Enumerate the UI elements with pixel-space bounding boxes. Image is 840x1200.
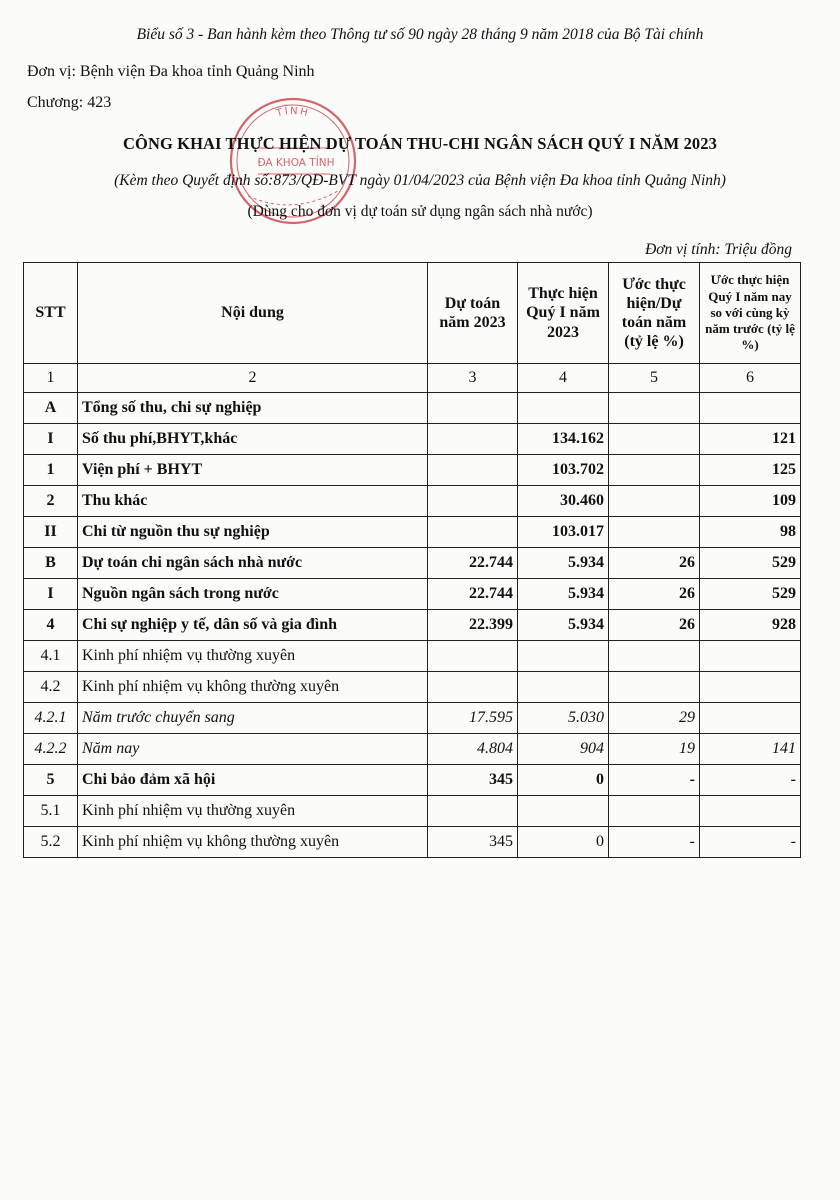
column-index: 3 bbox=[428, 364, 518, 393]
row-content: Tổng số thu, chi sự nghiệp bbox=[78, 393, 428, 424]
svg-text:ĐA KHOA TỈNH: ĐA KHOA TỈNH bbox=[257, 157, 335, 169]
row-ratio-estimate: - bbox=[609, 827, 700, 858]
row-ratio-previous: 98 bbox=[700, 517, 801, 548]
column-index: 4 bbox=[518, 364, 609, 393]
row-content: Năm trước chuyển sang bbox=[78, 703, 428, 734]
row-actual: 0 bbox=[518, 765, 609, 796]
row-ratio-estimate bbox=[609, 486, 700, 517]
row-ratio-estimate: 29 bbox=[609, 703, 700, 734]
table-row bbox=[24, 548, 801, 579]
row-ratio-estimate: 26 bbox=[609, 610, 700, 641]
table-row bbox=[24, 393, 801, 424]
row-estimate: 345 bbox=[428, 827, 518, 858]
organization-unit: Đơn vị: Bệnh viện Đa khoa tỉnh Quảng Ninh bbox=[27, 63, 315, 80]
form-reference-note: Biểu số 3 - Ban hành kèm theo Thông tư số 90 ngày 28 tháng 9 năm 2018 của Bộ Tài chính bbox=[136, 26, 704, 43]
currency-unit-note: Đơn vị tính: Triệu đồng bbox=[645, 241, 792, 258]
row-content: Nguồn ngân sách trong nước bbox=[78, 579, 428, 610]
row-ratio-estimate bbox=[609, 641, 700, 672]
decision-reference: (Kèm theo Quyết định số:873/QĐ-BVT ngày 01/04/2023 của Bệnh viện Đa khoa tỉnh Quảng Ninh) bbox=[114, 172, 726, 189]
row-ratio-estimate bbox=[609, 796, 700, 827]
row-actual: 103.702 bbox=[518, 455, 609, 486]
row-actual: 5.934 bbox=[518, 610, 609, 641]
row-stt: I bbox=[24, 424, 78, 455]
table-header-row bbox=[24, 263, 801, 364]
row-ratio-estimate: 19 bbox=[609, 734, 700, 765]
row-ratio-previous bbox=[700, 641, 801, 672]
row-actual: 904 bbox=[518, 734, 609, 765]
row-estimate bbox=[428, 393, 518, 424]
row-stt: 4.1 bbox=[24, 641, 78, 672]
row-stt: 5 bbox=[24, 765, 78, 796]
table-row bbox=[24, 641, 801, 672]
row-estimate bbox=[428, 796, 518, 827]
row-estimate: 345 bbox=[428, 765, 518, 796]
column-header-content: Nội dung bbox=[78, 263, 428, 364]
row-ratio-previous: 529 bbox=[700, 548, 801, 579]
row-actual bbox=[518, 796, 609, 827]
row-content: Viện phí + BHYT bbox=[78, 455, 428, 486]
row-estimate: 22.399 bbox=[428, 610, 518, 641]
row-ratio-estimate: 26 bbox=[609, 579, 700, 610]
row-stt: 4.2.1 bbox=[24, 703, 78, 734]
row-ratio-previous bbox=[700, 672, 801, 703]
row-content: Thu khác bbox=[78, 486, 428, 517]
budget-chapter: Chương: 423 bbox=[27, 94, 112, 111]
row-actual: 30.460 bbox=[518, 486, 609, 517]
row-content: Chi từ nguồn thu sự nghiệp bbox=[78, 517, 428, 548]
row-actual: 134.162 bbox=[518, 424, 609, 455]
row-content: Kinh phí nhiệm vụ không thường xuyên bbox=[78, 672, 428, 703]
row-stt: 1 bbox=[24, 455, 78, 486]
table-row bbox=[24, 610, 801, 641]
table-row bbox=[24, 455, 801, 486]
table-row bbox=[24, 703, 801, 734]
row-ratio-estimate bbox=[609, 455, 700, 486]
column-index: 1 bbox=[24, 364, 78, 393]
row-stt: 4.2 bbox=[24, 672, 78, 703]
row-stt: 4.2.2 bbox=[24, 734, 78, 765]
table-row bbox=[24, 672, 801, 703]
row-content: Kinh phí nhiệm vụ không thường xuyên bbox=[78, 827, 428, 858]
row-ratio-estimate bbox=[609, 424, 700, 455]
table-row bbox=[24, 517, 801, 548]
row-estimate bbox=[428, 455, 518, 486]
row-actual: 0 bbox=[518, 827, 609, 858]
row-ratio-previous: 109 bbox=[700, 486, 801, 517]
row-actual bbox=[518, 641, 609, 672]
column-index: 2 bbox=[78, 364, 428, 393]
column-index-row bbox=[24, 364, 801, 393]
row-content: Kinh phí nhiệm vụ thường xuyên bbox=[78, 641, 428, 672]
row-ratio-estimate bbox=[609, 672, 700, 703]
row-stt: 5.2 bbox=[24, 827, 78, 858]
row-ratio-previous bbox=[700, 796, 801, 827]
column-header-ratio-previous: Ước thực hiện Quý I năm nay so với cùng kỳ năm trước (tỷ lệ %) bbox=[700, 263, 801, 364]
row-ratio-previous: 529 bbox=[700, 579, 801, 610]
table-row bbox=[24, 486, 801, 517]
table-row bbox=[24, 765, 801, 796]
row-content: Số thu phí,BHYT,khác bbox=[78, 424, 428, 455]
row-estimate: 17.595 bbox=[428, 703, 518, 734]
row-estimate bbox=[428, 672, 518, 703]
row-actual: 5.934 bbox=[518, 579, 609, 610]
row-ratio-previous: 121 bbox=[700, 424, 801, 455]
row-ratio-previous bbox=[700, 393, 801, 424]
row-estimate: 22.744 bbox=[428, 548, 518, 579]
table-row bbox=[24, 424, 801, 455]
document-title: CÔNG KHAI THỰC HIỆN DỰ TOÁN THU-CHI NGÂN SÁCH QUÝ I NĂM 2023 bbox=[123, 134, 717, 153]
row-stt: 2 bbox=[24, 486, 78, 517]
row-content: Năm nay bbox=[78, 734, 428, 765]
row-stt: I bbox=[24, 579, 78, 610]
row-ratio-previous: - bbox=[700, 827, 801, 858]
row-ratio-estimate bbox=[609, 517, 700, 548]
row-content: Chi bảo đảm xã hội bbox=[78, 765, 428, 796]
row-actual bbox=[518, 672, 609, 703]
row-ratio-previous: 125 bbox=[700, 455, 801, 486]
row-stt: A bbox=[24, 393, 78, 424]
column-header-stt: STT bbox=[24, 263, 78, 364]
row-stt: 4 bbox=[24, 610, 78, 641]
column-index: 5 bbox=[609, 364, 700, 393]
row-ratio-estimate bbox=[609, 393, 700, 424]
row-estimate: 4.804 bbox=[428, 734, 518, 765]
row-estimate bbox=[428, 424, 518, 455]
row-stt: II bbox=[24, 517, 78, 548]
row-actual: 5.934 bbox=[518, 548, 609, 579]
row-content: Kinh phí nhiệm vụ thường xuyên bbox=[78, 796, 428, 827]
table-row bbox=[24, 579, 801, 610]
column-header-actual: Thực hiện Quý I năm 2023 bbox=[518, 263, 609, 364]
usage-note: (Dùng cho đơn vị dự toán sử dụng ngân sách nhà nước) bbox=[247, 203, 593, 220]
budget-report-table bbox=[23, 262, 801, 858]
row-content: Chi sự nghiệp y tế, dân số và gia đình bbox=[78, 610, 428, 641]
row-estimate bbox=[428, 517, 518, 548]
row-estimate bbox=[428, 486, 518, 517]
row-content: Dự toán chi ngân sách nhà nước bbox=[78, 548, 428, 579]
row-stt: 5.1 bbox=[24, 796, 78, 827]
column-header-ratio-estimate: Ước thực hiện/Dự toán năm (tỷ lệ %) bbox=[609, 263, 700, 364]
table-row bbox=[24, 827, 801, 858]
row-stt: B bbox=[24, 548, 78, 579]
table-row bbox=[24, 796, 801, 827]
row-estimate bbox=[428, 641, 518, 672]
svg-text:TỈNH: TỈNH bbox=[275, 105, 311, 120]
row-ratio-previous: - bbox=[700, 765, 801, 796]
row-ratio-estimate: 26 bbox=[609, 548, 700, 579]
row-ratio-estimate: - bbox=[609, 765, 700, 796]
row-ratio-previous: 141 bbox=[700, 734, 801, 765]
row-actual: 5.030 bbox=[518, 703, 609, 734]
row-actual: 103.017 bbox=[518, 517, 609, 548]
table-row bbox=[24, 734, 801, 765]
column-index: 6 bbox=[700, 364, 801, 393]
row-actual bbox=[518, 393, 609, 424]
row-estimate: 22.744 bbox=[428, 579, 518, 610]
row-ratio-previous: 928 bbox=[700, 610, 801, 641]
row-ratio-previous bbox=[700, 703, 801, 734]
column-header-estimate: Dự toán năm 2023 bbox=[428, 263, 518, 364]
